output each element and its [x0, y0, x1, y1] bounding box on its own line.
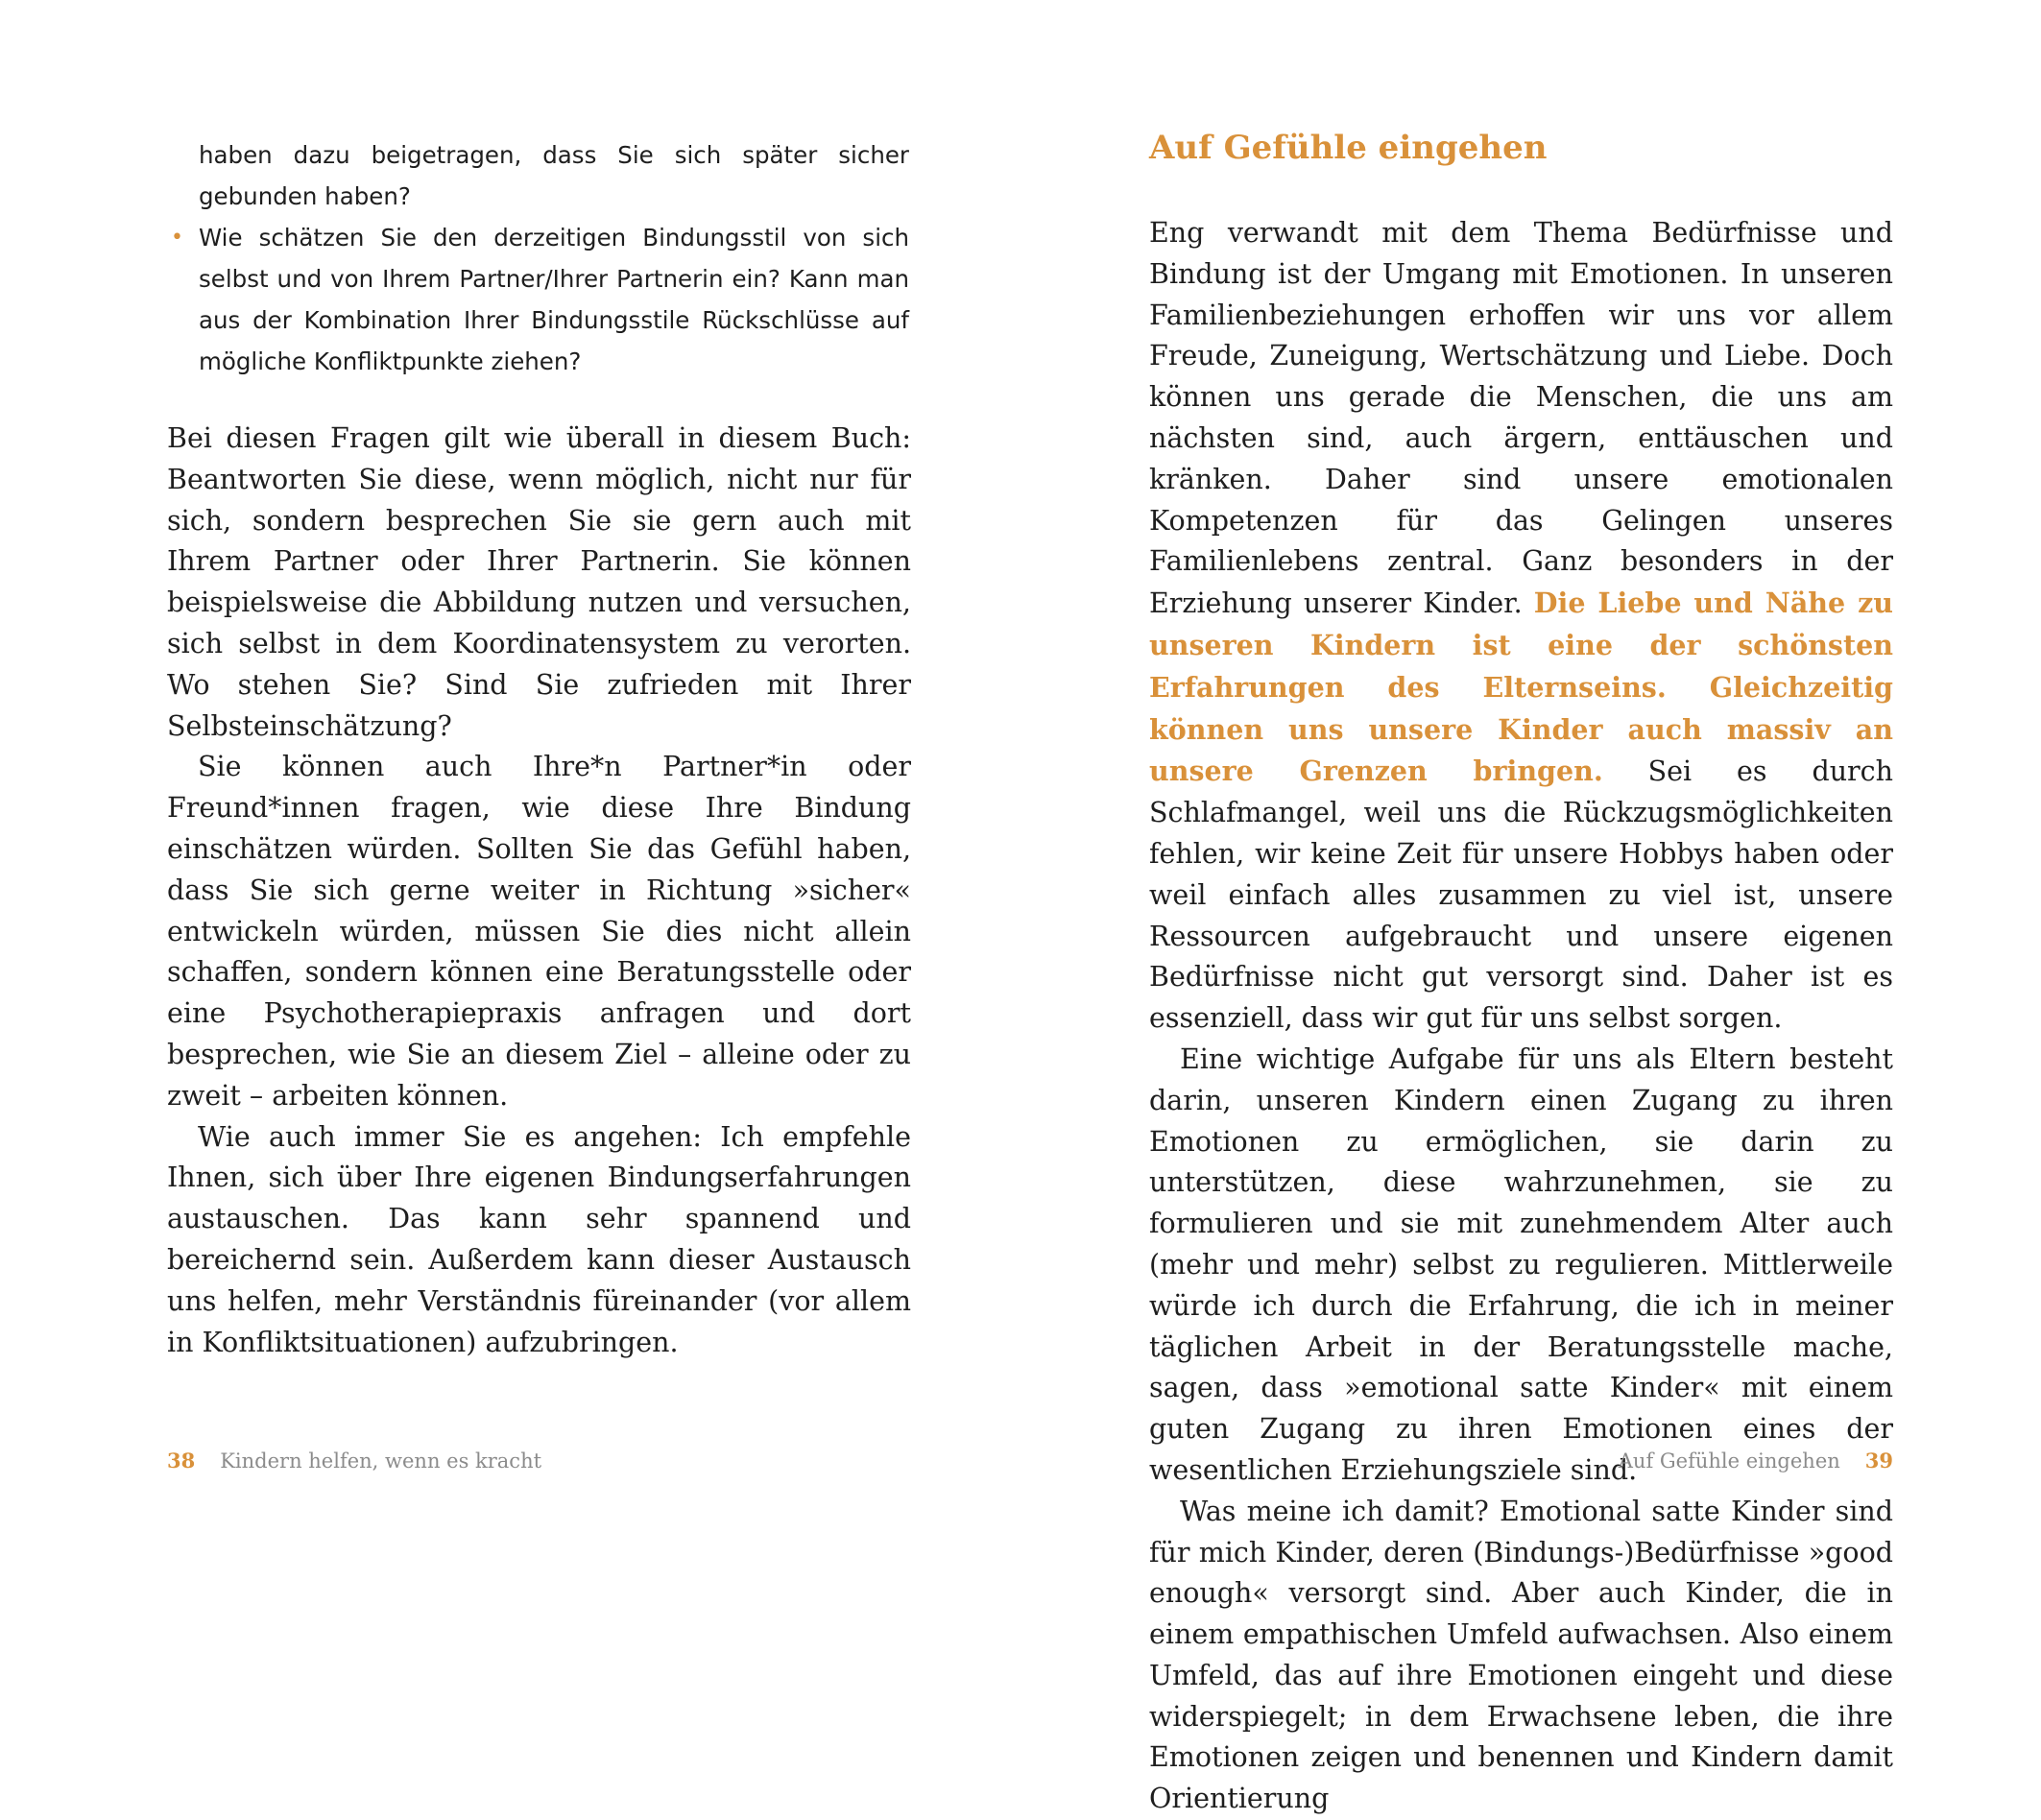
question-list: [171, 134, 909, 382]
right-page-footer: [1619, 1447, 1893, 1475]
paragraph: Wie auch immer Sie es angehen: Ich empfehle Ihnen, sich über Ihre eigenen Bindungserfahrungen austauschen. Das kann sehr spannend und bereichernd sein. Außerdem kann dieser Austausch uns helfen, mehr Verständnis füreinander (vor allem in Konfliktsituationen) aufzubringen.: [167, 1120, 911, 1358]
paragraph: Eine wichtige Aufgabe für uns als Eltern besteht darin, unseren Kindern einen Zugang zu ihren Emotionen zu ermöglichen, sie darin zu unterstützen, diese wahrzunehmen, sie zu formulieren und sie mit zunehmendem Alter auch (mehr und mehr) selbst zu regulieren. Mittlerweile würde ich durch die Erfahrung, die ich in meiner täglichen Arbeit in der Beratungsstelle mache, sagen, dass »emotional satte Kinder« mit einem guten Zugang zu ihren Emotionen eines der wesentlichen Erziehungsziele sind.: [1149, 1042, 1893, 1486]
page-number: 38: [167, 1449, 196, 1473]
section-title: Auf Gefühle eingehen: [1149, 129, 1548, 167]
paragraph: Was meine ich damit? Emotional satte Kinder sind für mich Kinder, deren (Bindungs-)Bedürfnisse »good enough« versorgt sind. Aber auch Kinder, die in einem empathischen Umfeld aufwachsen. Also einem Umfeld, das auf ihre Emotionen eingeht und diese widerspiegelt; in dem Erwachsene leben, die ihre Emotionen zeigen und benennen und Kindern damit Orientierung: [1149, 1495, 1893, 1815]
page-number: 39: [1864, 1449, 1893, 1473]
paragraph-text: Sei es durch Schlafmangel, weil uns die Rückzugsmöglichkeiten fehlen, wir keine Zeit für unsere Hobbys haben oder weil einfach alles zusammen zu viel ist, unsere Ressourcen aufgebraucht und unsere eigenen Bedürfnisse nicht gut versorgt sind. Daher ist es essenziell, dass wir gut für uns selbst sorgen.: [1149, 755, 1893, 1035]
question-item: [171, 217, 909, 382]
question-text: haben dazu beigetragen, dass Sie sich später sicher gebunden haben?: [199, 141, 909, 210]
left-page: [0, 0, 1020, 1625]
running-title: Kindern helfen, wenn es kracht: [220, 1449, 542, 1473]
running-title: Auf Gefühle eingehen: [1618, 1449, 1840, 1473]
paragraph: Bei diesen Fragen gilt wie überall in diesem Buch: Beantworten Sie diese, wenn möglich, nicht nur für sich, sondern besprechen Sie sie gern auch mit Ihrem Partner oder Ihrer Partnerin. Sie können beispielsweise die Abbildung nutzen und versuchen, sich selbst in dem Koordinatensystem zu verorten. Wo stehen Sie? Sind Sie zufrieden mit Ihrer Selbsteinschätzung?: [167, 422, 911, 742]
paragraph-text: Eng verwandt mit dem Thema Bedürfnisse und Bindung ist der Umgang mit Emotionen. In unseren Familienbeziehungen erhoffen wir uns vor allem Freude, Zuneigung, Wertschätzung und Liebe. Doch können uns gerade die Menschen, die uns am nächsten sind, auch ärgern, enttäuschen und kränken. Daher sind unsere emotionalen Kompetenzen für das Gelingen unseres Familienlebens zentral. Ganz besonders in der Erziehung unserer Kinder.: [1149, 217, 1893, 620]
bullet-marker-icon: •: [171, 226, 183, 250]
highlighted-quote: Die Liebe und Nähe zu unseren Kindern ist eine der schönsten Erfahrungen des Elternseins. Gleichzeitig können uns unsere Kinder auch massiv an unsere Grenzen bringen.: [1149, 587, 1893, 788]
paragraph: Sie können auch Ihre*n Partner*in oder Freund*innen fragen, wie diese Ihre Bindung einschätzen würden. Sollten Sie das Gefühl haben, dass Sie sich gerne weiter in Richtung »sicher« entwickeln würden, müssen Sie dies nicht allein schaffen, sondern können eine Beratungsstelle oder eine Psychotherapiepraxis anfragen und dort besprechen, wie Sie an diesem Ziel – alleine oder zu zweit – arbeiten können.: [167, 751, 911, 1112]
right-body-text: [1149, 213, 1893, 1820]
question-item: [199, 134, 909, 217]
left-body-text: [167, 419, 911, 1363]
left-page-footer: [167, 1447, 541, 1475]
paragraph: [1149, 213, 1893, 1040]
question-text: Wie schätzen Sie den derzeitigen Bindungsstil von sich selbst und von Ihrem Partner/Ihrer Partnerin ein? Kann man aus der Kombination Ihrer Bindungsstile Rückschlüsse auf mögliche Konfliktpunkte ziehen?: [199, 224, 909, 375]
